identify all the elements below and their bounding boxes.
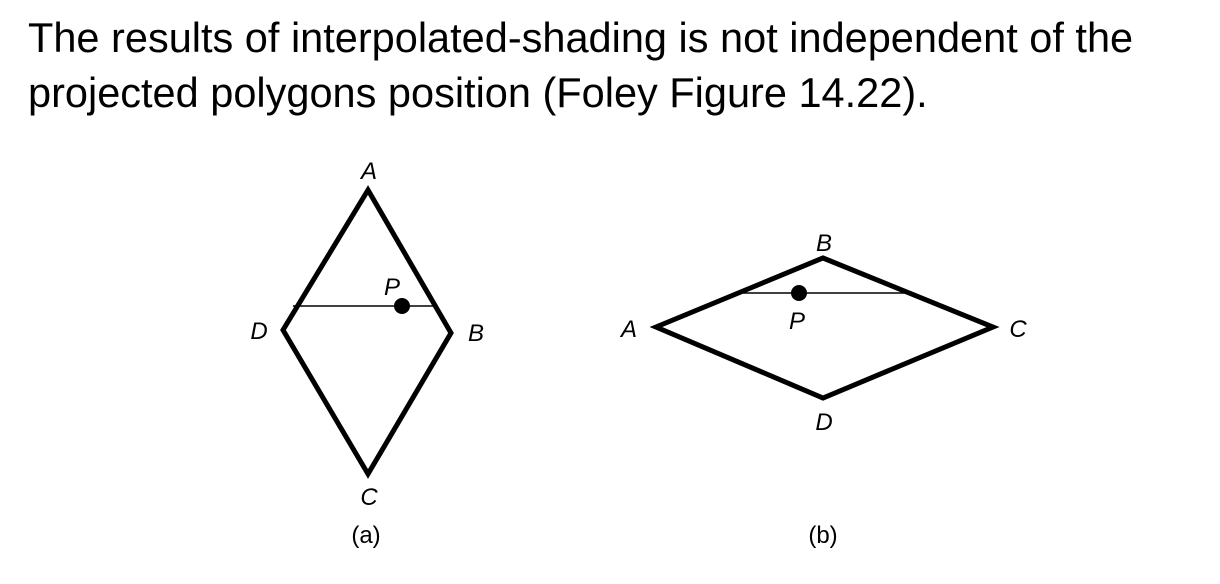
vertex-b-label-bottom: D — [815, 409, 833, 436]
figure-b — [619, 230, 1027, 549]
diamond-a-outline — [283, 190, 451, 474]
vertex-a-label-top: A — [360, 158, 378, 185]
point-a-label: P — [383, 274, 401, 301]
figure-a — [250, 158, 484, 549]
point-b-label: P — [788, 308, 806, 335]
slide-title-line-2: projected polygons position (Foley Figure 14.22). — [28, 69, 928, 116]
vertex-a-label-bottom: C — [360, 484, 378, 511]
vertex-b-label-top: B — [815, 230, 833, 257]
vertex-b-label-left: A — [620, 316, 638, 343]
slide-title-line-1: The results of interpolated-shading is not independent of the — [28, 14, 1134, 61]
figure-b-caption: (b) — [808, 522, 838, 549]
figure-a-caption: (a) — [351, 522, 381, 549]
vertex-a-label-left: D — [250, 318, 268, 345]
vertex-a-label-right: B — [467, 320, 485, 347]
diamond-b-outline — [656, 258, 993, 398]
vertex-b-label-right: C — [1009, 316, 1027, 343]
point-p-b — [791, 285, 807, 301]
